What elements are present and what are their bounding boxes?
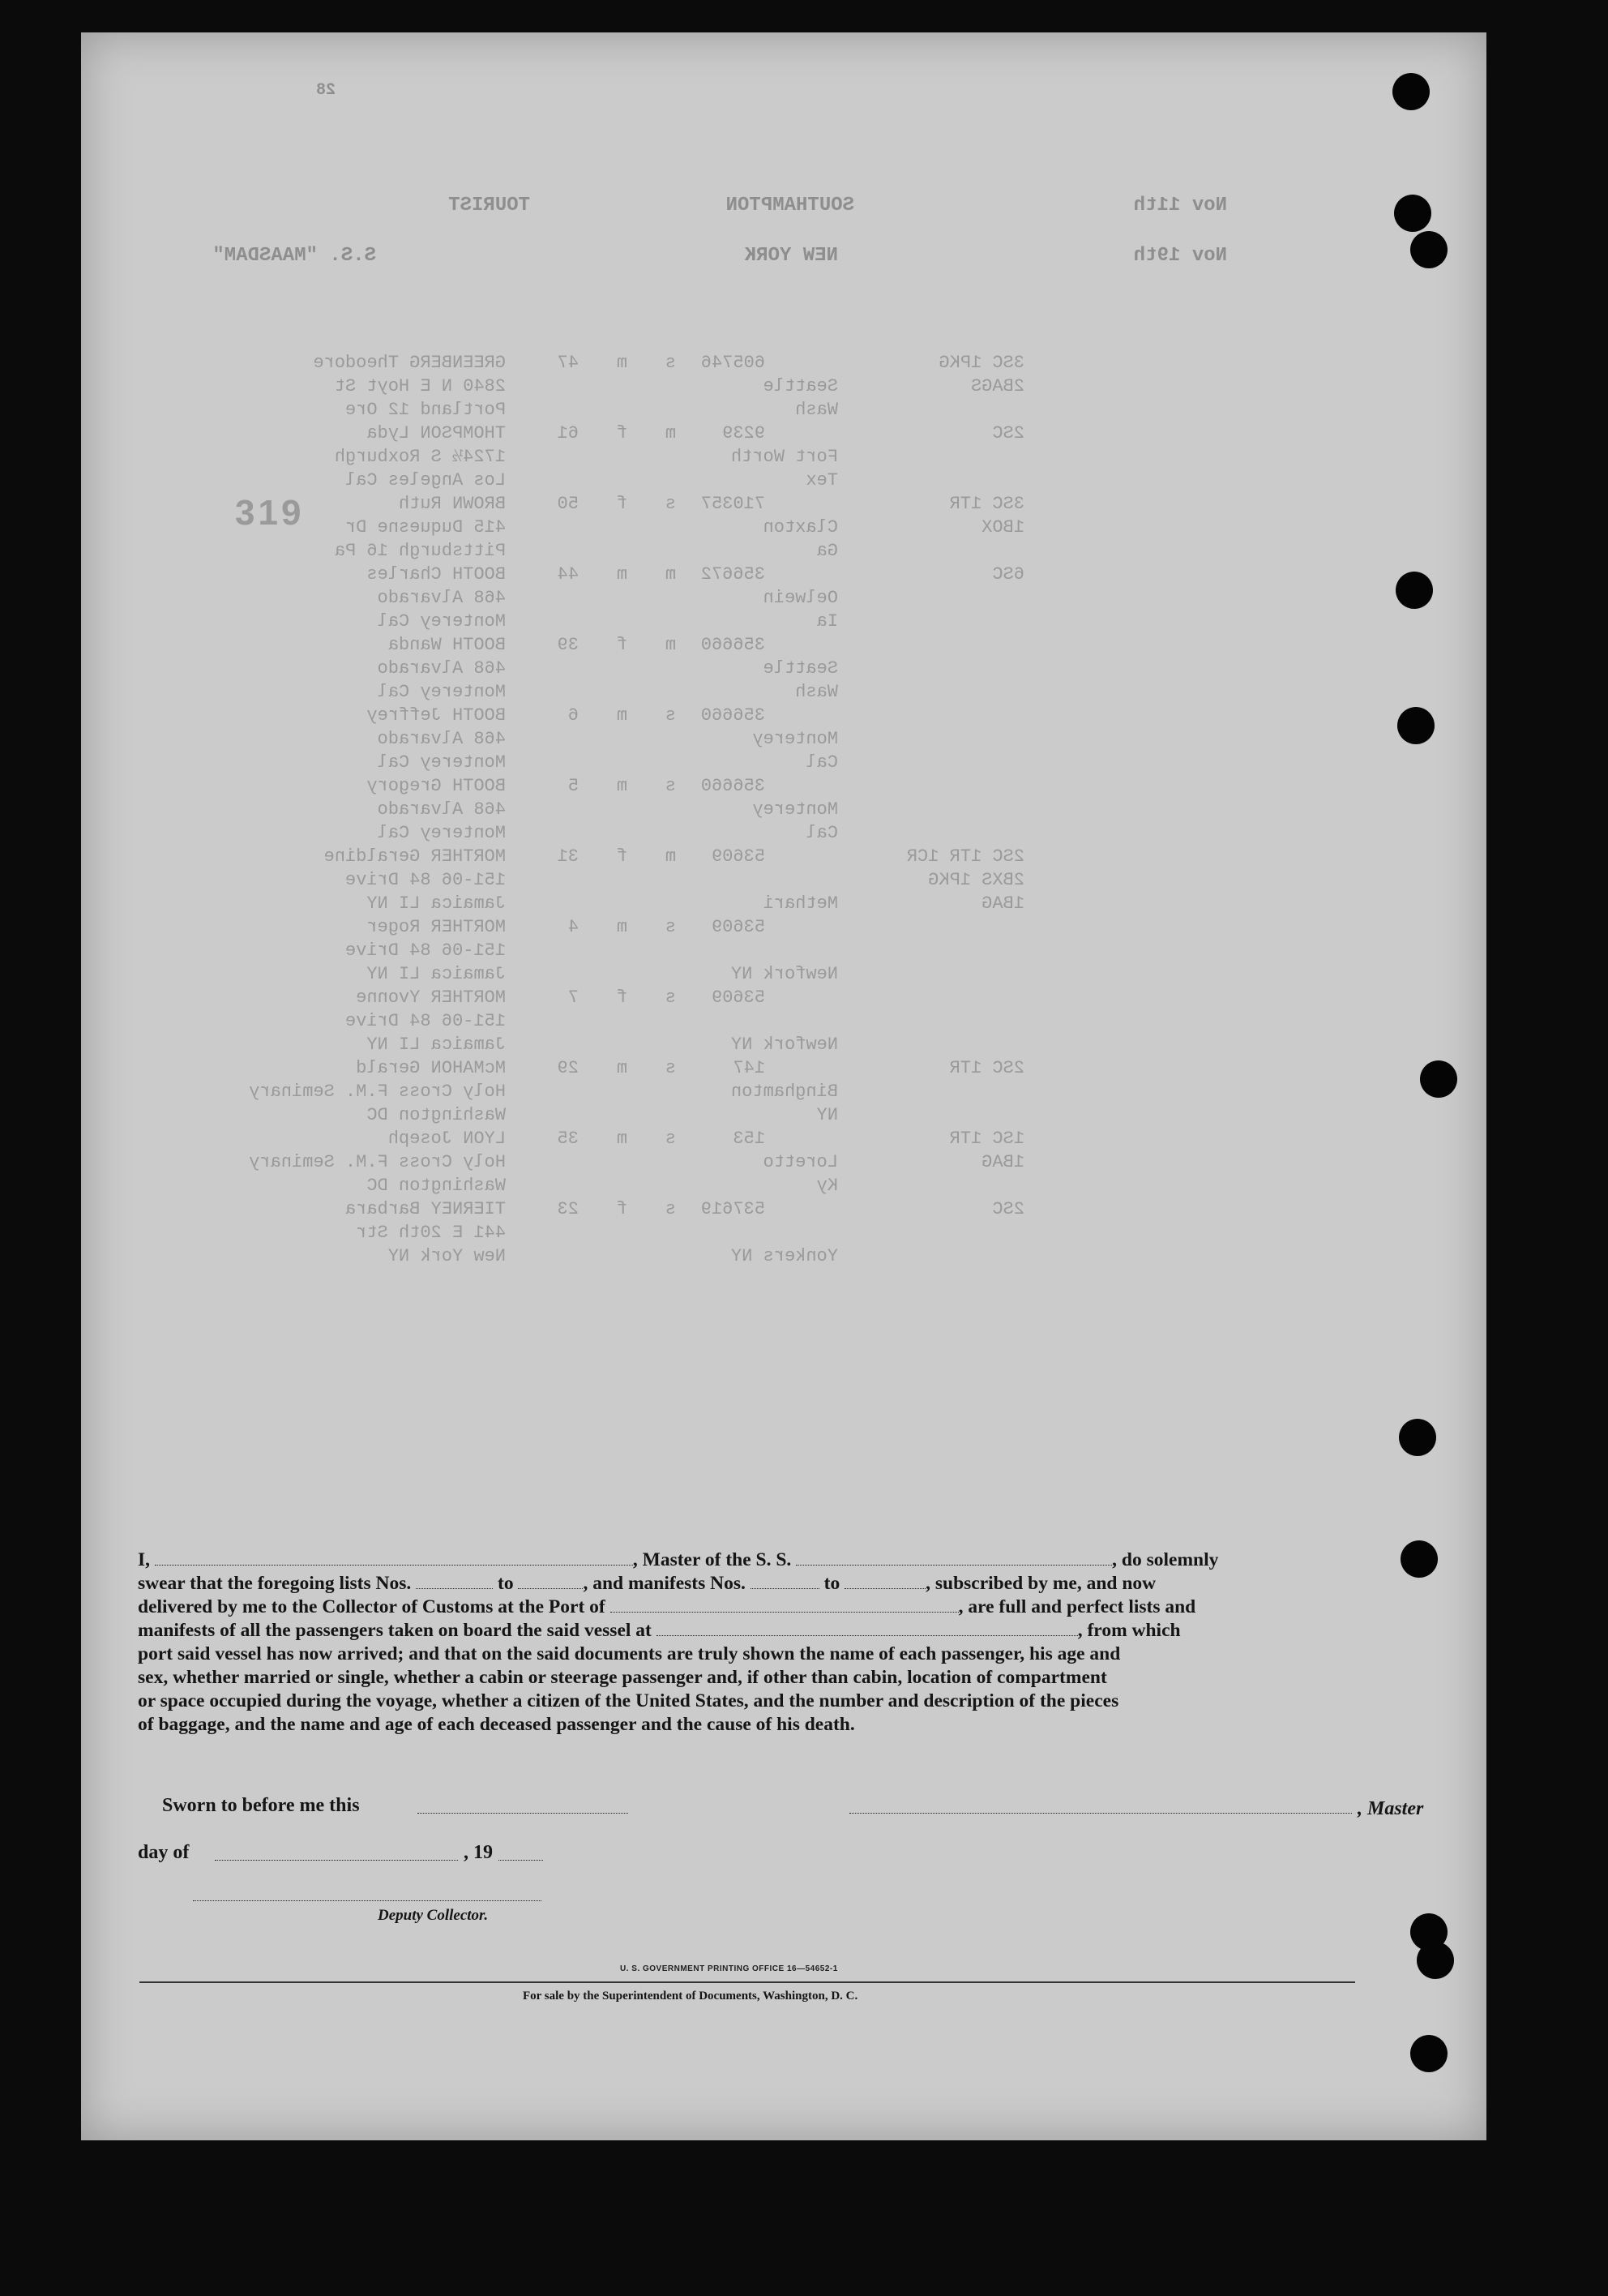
bleed-cell-sex: m: [616, 353, 627, 373]
sale-notice: For sale by the Superintendent of Documents, Washington, D. C.: [523, 1990, 858, 2003]
oath-text: , and manifests Nos.: [583, 1573, 751, 1594]
bleed-cell-sex: f: [616, 1199, 627, 1219]
oath-text: swear that the foregoing lists Nos.: [138, 1573, 417, 1594]
binder-hole: [1396, 572, 1433, 609]
bleed-cell-bag: 1BAG: [981, 1152, 1024, 1172]
bleed-cell-sex: f: [616, 494, 627, 514]
bleed-cell-bag: 6SC: [992, 564, 1024, 585]
bleed-cell-name: McMAHON Gerald: [356, 1058, 506, 1078]
bleed-cell-sex: f: [616, 635, 627, 655]
bleed-cell-name: Jamaica LI NY: [366, 1034, 506, 1055]
bleed-cell-age: 7: [567, 987, 579, 1008]
sworn-label: Sworn to before me this: [162, 1795, 360, 1816]
bleed-cell-name: THOMPSON Lyda: [366, 423, 506, 443]
bleed-cell-ms: s: [665, 776, 676, 796]
bleed-from-date: Nov 11th: [1133, 195, 1227, 216]
bleed-row: [133, 917, 1106, 940]
bleed-cell-bag: 1BOX: [981, 517, 1024, 538]
bleed-cell-age: 5: [567, 776, 579, 796]
fill-in-blank: [518, 1574, 583, 1589]
oath-text: I,: [138, 1549, 155, 1570]
oath-line: [138, 1690, 1439, 1713]
oath-text: , from which: [1077, 1620, 1181, 1641]
bleed-row: [133, 658, 1106, 682]
bleed-to-date: Nov 19th: [1133, 245, 1227, 267]
bleed-cell-bag: 3SC 1PKG: [939, 353, 1024, 373]
fill-in-blank: [796, 1550, 1112, 1566]
bleed-cell-name: 151-06 84 Drive: [344, 1011, 506, 1031]
bleed-row: [133, 400, 1106, 423]
deputy-collector-label: Deputy Collector.: [378, 1907, 489, 1924]
bleed-cell-sex: f: [616, 423, 627, 443]
bleed-cell-name: 468 Alvarado: [377, 799, 506, 820]
bleed-row: [133, 799, 1106, 823]
bleed-cell-bag: 2SC 1TR 1CR: [906, 846, 1024, 867]
bleed-cell-name: New York NY: [387, 1246, 506, 1266]
year-blank: [498, 1860, 543, 1861]
bleed-cell-no: 356660: [700, 705, 765, 726]
bleed-cell-city: Yonkers NY: [730, 1246, 838, 1266]
oath-text: , do solemnly: [1112, 1549, 1219, 1570]
bleed-cell-name: 468 Alvarado: [377, 729, 506, 749]
bleed-cell-sex: f: [616, 987, 627, 1008]
bleed-cell-age: 23: [557, 1199, 579, 1219]
bleed-cell-name: BOOTH Charles: [366, 564, 506, 585]
bleed-cell-no: 53609: [711, 846, 765, 867]
bleed-cell-name: 468 Alvarado: [377, 588, 506, 608]
bleed-cell-city: Ky: [816, 1176, 838, 1196]
bleed-cell-name: Pittsburgh 16 Pa: [334, 541, 506, 561]
binder-hole: [1392, 73, 1430, 110]
bleed-cell-age: 29: [557, 1058, 579, 1078]
bleed-cell-sex: f: [616, 846, 627, 867]
bleed-row: [133, 1082, 1106, 1105]
binder-hole: [1417, 1942, 1454, 1979]
bleed-row: [133, 1199, 1106, 1223]
oath-text: port said vessel has now arrived; and that on the said documents are truly shown the name of each passenger, his age and: [138, 1643, 1121, 1664]
bleed-cell-name: 151-06 84 Drive: [344, 940, 506, 961]
oath-text: to: [493, 1573, 519, 1594]
bleed-cell-name: 415 Duquesne Dr: [344, 517, 506, 538]
fill-in-blank: [656, 1621, 1078, 1636]
master-signature-blank: [849, 1813, 1352, 1814]
fill-in-blank: [845, 1574, 926, 1589]
bleed-row: [133, 423, 1106, 447]
bleed-cell-name: MORTHER Yvonne: [356, 987, 506, 1008]
bleed-row: [133, 705, 1106, 729]
bleed-cell-age: 44: [557, 564, 579, 585]
bleed-cell-ms: s: [665, 987, 676, 1008]
bleed-row: [133, 1105, 1106, 1129]
bleed-row: [133, 635, 1106, 658]
bleed-cell-city: Ia: [816, 611, 838, 632]
bleed-cell-no: 53609: [711, 917, 765, 937]
bleed-row: [133, 588, 1106, 611]
bleed-cell-no: 153: [733, 1129, 765, 1149]
bleed-cell-city: Binghamton: [730, 1082, 838, 1102]
bleed-cell-sex: m: [616, 1129, 627, 1149]
bleed-row: [133, 1176, 1106, 1199]
bleed-cell-age: 61: [557, 423, 579, 443]
bleed-cell-bag: 3SC 1TR: [949, 494, 1024, 514]
master-oath-text: [138, 1549, 1439, 1737]
bleed-cell-city: Newfork NY: [730, 964, 838, 984]
bleed-cell-sex: m: [616, 776, 627, 796]
bleed-cell-age: 31: [557, 846, 579, 867]
bleed-cell-name: BOOTH Wanda: [387, 635, 506, 655]
bleed-row: [133, 1246, 1106, 1270]
bleed-cell-name: BROWN Ruth: [398, 494, 506, 514]
bleed-page-number: 28: [315, 81, 336, 100]
bleed-row: [133, 823, 1106, 846]
oath-text: of baggage, and the name and age of each deceased passenger and the cause of his death.: [138, 1714, 855, 1735]
fill-in-blank: [416, 1574, 493, 1589]
bleed-cell-ms: s: [665, 1199, 676, 1219]
bleed-cell-city: Wash: [795, 682, 838, 702]
bleed-row: [133, 776, 1106, 799]
bleed-cell-ms: s: [665, 917, 676, 937]
day-of-blank: [215, 1860, 458, 1861]
bleed-cell-name: 1724½ S Roxburgh: [334, 447, 506, 467]
bleed-row: [133, 1129, 1106, 1152]
bleed-row: [133, 1058, 1106, 1082]
bleed-cell-city: NY: [816, 1105, 838, 1125]
bleed-cell-name: Monterey Cal: [377, 752, 506, 773]
footer-rule: [139, 1981, 1355, 1983]
bleed-class: TOURIST: [448, 195, 530, 216]
bleed-row: [133, 729, 1106, 752]
bleed-row: [133, 564, 1106, 588]
bleed-row: [133, 1034, 1106, 1058]
master-label: , Master: [1358, 1798, 1424, 1819]
bleed-cell-name: 151-06 84 Drive: [344, 870, 506, 890]
bleed-ship: S.S. "MAASDAM": [212, 245, 376, 267]
bleed-cell-ms: s: [665, 705, 676, 726]
year-label: , 19: [464, 1842, 493, 1863]
bleed-cell-age: 50: [557, 494, 579, 514]
manifest-page: [81, 32, 1486, 2140]
bleed-cell-ms: m: [665, 564, 676, 585]
sworn-date-blank: [417, 1813, 628, 1814]
bleed-cell-name: Monterey Cal: [377, 823, 506, 843]
bleed-cell-name: 2840 N E Hoyt St: [334, 376, 506, 396]
fill-in-blank: [610, 1597, 959, 1613]
bleed-through-text: [81, 32, 1486, 1411]
bleed-cell-ms: s: [665, 353, 676, 373]
bleed-row: [133, 1223, 1106, 1246]
binder-hole: [1410, 2035, 1448, 2072]
bleed-passenger-rows: [133, 353, 1106, 1270]
bleed-cell-city: Wash: [795, 400, 838, 420]
bleed-from-port: SOUTHAMPTON: [725, 195, 854, 216]
bleed-row: [133, 940, 1106, 964]
bleed-cell-no: 147: [733, 1058, 765, 1078]
bleed-cell-city: Monterey: [752, 799, 838, 820]
bleed-cell-name: TIERNEY Barbara: [344, 1199, 506, 1219]
bleed-cell-city: Seattle: [763, 658, 838, 679]
oath-text: or space occupied during the voyage, whether a citizen of the United States, and the number and description of the pieces: [138, 1690, 1119, 1711]
oath-text: , Master of the S. S.: [632, 1549, 797, 1570]
bleed-cell-sex: m: [616, 1058, 627, 1078]
oath-text: manifests of all the passengers taken on board the said vessel at: [138, 1620, 656, 1641]
bleed-cell-name: Monterey Cal: [377, 611, 506, 632]
bleed-cell-city: Oelwein: [763, 588, 838, 608]
bleed-stamp: 319: [235, 493, 305, 533]
bleed-cell-ms: m: [665, 423, 676, 443]
bleed-cell-name: BOOTH Jeffrey: [366, 705, 506, 726]
bleed-cell-age: 6: [567, 705, 579, 726]
bleed-row: [133, 470, 1106, 494]
bleed-cell-bag: 1BAG: [981, 893, 1024, 914]
bleed-cell-bag: 2SC 1TR: [949, 1058, 1024, 1078]
oath-line: [138, 1666, 1439, 1690]
oath-text: , are full and perfect lists and: [958, 1596, 1196, 1617]
oath-text: delivered by me to the Collector of Customs at the Port of: [138, 1596, 610, 1617]
bleed-row: [133, 846, 1106, 870]
bleed-cell-sex: m: [616, 564, 627, 585]
bleed-cell-name: 468 Alvarado: [377, 658, 506, 679]
bleed-cell-name: Jamaica LI NY: [366, 964, 506, 984]
fill-in-blank: [155, 1550, 633, 1566]
oath-text: sex, whether married or single, whether a cabin or steerage passenger and, if other than cabin, location of compartment: [138, 1667, 1107, 1688]
bleed-row: [133, 752, 1106, 776]
bleed-cell-name: BOOTH Gregory: [366, 776, 506, 796]
bleed-row: [133, 376, 1106, 400]
oath-text: to: [819, 1573, 845, 1594]
bleed-cell-name: Portland 12 Ore: [344, 400, 506, 420]
bleed-cell-name: Los Angeles Cal: [344, 470, 506, 490]
bleed-row: [133, 1011, 1106, 1034]
bleed-cell-city: Cal: [806, 752, 838, 773]
day-of-label: day of: [138, 1842, 190, 1863]
bleed-cell-no: 356660: [700, 776, 765, 796]
bleed-row: [133, 987, 1106, 1011]
bleed-cell-no: 9239: [722, 423, 765, 443]
oath-line: [138, 1713, 1439, 1737]
bleed-cell-ms: s: [665, 1058, 676, 1078]
binder-hole: [1394, 195, 1431, 232]
bleed-cell-no: 356672: [700, 564, 765, 585]
bleed-row: [133, 541, 1106, 564]
bleed-cell-city: Methari: [763, 893, 838, 914]
binder-hole: [1399, 1419, 1436, 1456]
bleed-cell-city: Tex: [806, 470, 838, 490]
bleed-row: [133, 893, 1106, 917]
binder-hole: [1397, 707, 1435, 744]
oath-text: , subscribed by me, and now: [926, 1573, 1157, 1594]
bleed-cell-name: Holy Cross F.M. Seminary: [249, 1152, 506, 1172]
bleed-cell-no: 710357: [700, 494, 765, 514]
bleed-cell-ms: m: [665, 846, 676, 867]
bleed-cell-no: 53609: [711, 987, 765, 1008]
bleed-cell-age: 4: [567, 917, 579, 937]
oath-line: [138, 1549, 1439, 1572]
bleed-to-port: NEW YORK: [744, 245, 838, 267]
bleed-cell-city: Cal: [806, 823, 838, 843]
bleed-cell-no: 356660: [700, 635, 765, 655]
bleed-cell-city: Monterey: [752, 729, 838, 749]
bleed-cell-ms: s: [665, 1129, 676, 1149]
bleed-cell-name: Washington DC: [366, 1105, 506, 1125]
bleed-row: [133, 682, 1106, 705]
bleed-cell-bag: 2SC: [992, 1199, 1024, 1219]
deputy-signature-blank: [193, 1900, 541, 1901]
bleed-row: [133, 964, 1106, 987]
bleed-cell-bag: 2SC: [992, 423, 1024, 443]
bleed-cell-bag: 2BXS 1PKG: [928, 870, 1024, 890]
bleed-cell-name: Monterey Cal: [377, 682, 506, 702]
bleed-row: [133, 870, 1106, 893]
bleed-cell-name: 441 E 20th Str: [356, 1223, 506, 1243]
bleed-cell-age: 39: [557, 635, 579, 655]
oath-line: [138, 1596, 1439, 1619]
oath-line: [138, 1572, 1439, 1596]
bleed-cell-no: 605746: [700, 353, 765, 373]
binder-hole: [1410, 231, 1448, 268]
bleed-cell-name: LYON Joseph: [387, 1129, 506, 1149]
bleed-cell-name: MORTHER Geraldine: [323, 846, 506, 867]
bleed-cell-no: 537619: [700, 1199, 765, 1219]
bleed-cell-city: Fort Worth: [730, 447, 838, 467]
bleed-cell-name: Jamaica LI NY: [366, 893, 506, 914]
bleed-row: [133, 353, 1106, 376]
bleed-row: [133, 1152, 1106, 1176]
bleed-cell-ms: s: [665, 494, 676, 514]
bleed-cell-ms: m: [665, 635, 676, 655]
bleed-cell-bag: 2BAGS: [970, 376, 1024, 396]
bleed-cell-city: Ga: [816, 541, 838, 561]
bleed-cell-name: Washington DC: [366, 1176, 506, 1196]
oath-line: [138, 1619, 1439, 1643]
bleed-cell-name: Holy Cross F.M. Seminary: [249, 1082, 506, 1102]
oath-line: [138, 1643, 1439, 1666]
printing-office-line: U. S. GOVERNMENT PRINTING OFFICE 16—54652-1: [620, 1964, 838, 1973]
bleed-row: [133, 447, 1106, 470]
fill-in-blank: [751, 1574, 819, 1589]
bleed-cell-city: Claxton: [763, 517, 838, 538]
bleed-cell-sex: m: [616, 917, 627, 937]
bleed-cell-city: Loretto: [763, 1152, 838, 1172]
bleed-cell-age: 47: [557, 353, 579, 373]
bleed-cell-age: 35: [557, 1129, 579, 1149]
bleed-row: [133, 611, 1106, 635]
bleed-cell-name: MORTHER Roger: [366, 917, 506, 937]
bleed-cell-sex: m: [616, 705, 627, 726]
binder-hole: [1420, 1060, 1457, 1098]
bleed-cell-city: Newfork NY: [730, 1034, 838, 1055]
bleed-cell-name: GREENBERG Theodore: [313, 353, 506, 373]
bleed-cell-city: Seattle: [763, 376, 838, 396]
bleed-cell-bag: 1SC 1TR: [949, 1129, 1024, 1149]
